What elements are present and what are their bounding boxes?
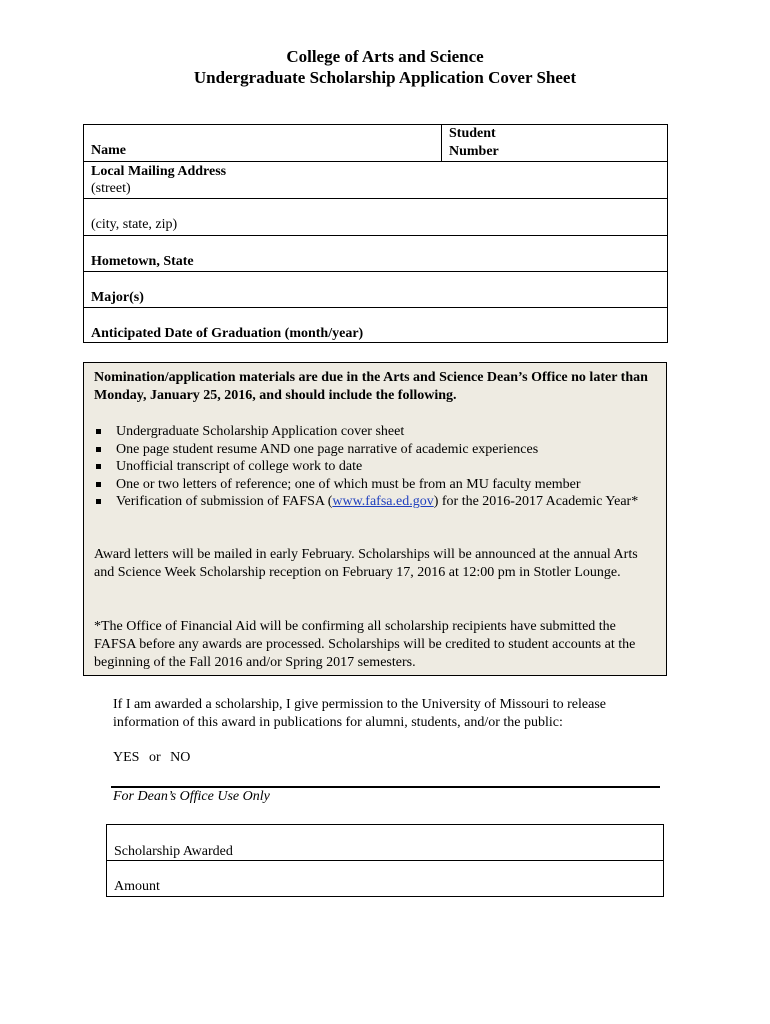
- city-label: (city, state, zip): [91, 217, 178, 232]
- graduation-label: Anticipated Date of Graduation (month/year): [91, 326, 364, 341]
- yes-no-choice: [113, 749, 190, 767]
- fafsa-link[interactable]: www.fafsa.ed.gov: [332, 494, 434, 509]
- office-use-table: [106, 824, 664, 897]
- list-item: One or two letters of reference; one of which must be from an MU faculty member: [94, 476, 659, 494]
- street-label: (street): [91, 181, 131, 196]
- list-item: Unofficial transcript of college work to date: [94, 458, 659, 476]
- student-number-label-line1: Student: [449, 126, 496, 141]
- address-city-row[interactable]: [84, 198, 667, 235]
- award-paragraph: Award letters will be mailed in early February. Scholarships will be announced at the annual Arts and Science Week Scholarship reception on February 17, 2016 at 12:00 pm in Stotler Lounge.: [94, 547, 638, 580]
- name-label: Name: [91, 143, 126, 158]
- instructions-box: [83, 362, 667, 676]
- yes-option[interactable]: YES: [113, 750, 140, 765]
- hometown-label: Hometown, State: [91, 254, 194, 269]
- bullet-icon: [96, 464, 101, 469]
- graduation-date-row[interactable]: [84, 307, 667, 342]
- amount-label: Amount: [114, 879, 160, 894]
- amount-row[interactable]: [107, 861, 663, 896]
- list-item: One page student resume AND one page narrative of academic experiences: [94, 441, 659, 459]
- fafsa-note: *The Office of Financial Aid will be confirming all scholarship recipients have submitted the FAFSA before any awards are processed. Scholarships will be credited to student accounts at the beginning of the Fall 2016 and/or Spring 2017 semesters.: [94, 619, 636, 670]
- bullet-icon: [96, 447, 101, 452]
- list-item: Verification of submission of FAFSA (www.fafsa.ed.gov) for the 2016-2017 Academic Year*: [94, 493, 659, 511]
- requirements-list: [94, 423, 659, 511]
- page-subtitle: Undergraduate Scholarship Application Cover Sheet: [193, 68, 577, 87]
- bullet-icon: [96, 499, 101, 504]
- name-row[interactable]: [84, 125, 667, 161]
- instructions-heading: Nomination/application materials are due in the Arts and Science Dean’s Office no later than Monday, January 25, 2016, and should include the following.: [94, 370, 648, 403]
- address-street-row[interactable]: [84, 161, 667, 198]
- hometown-row[interactable]: [84, 235, 667, 271]
- permission-text: If I am awarded a scholarship, I give permission to the University of Missouri to release information of this award in publications for alumni, students, and/or the public:: [113, 697, 606, 730]
- scholarship-awarded-label: Scholarship Awarded: [114, 844, 233, 859]
- list-item: Undergraduate Scholarship Application cover sheet: [94, 423, 659, 441]
- office-use-label: For Dean’s Office Use Only: [113, 789, 270, 804]
- page-title: College of Arts and Science: [286, 47, 484, 66]
- address-label: Local Mailing Address: [91, 164, 227, 179]
- bullet-icon: [96, 429, 101, 434]
- student-number-label-line2: Number: [449, 144, 499, 159]
- scholarship-awarded-row[interactable]: [107, 825, 663, 861]
- no-option[interactable]: NO: [170, 750, 191, 765]
- student-number-cell[interactable]: [441, 125, 667, 161]
- applicant-info-table: [83, 124, 668, 343]
- major-label: Major(s): [91, 290, 144, 305]
- bullet-icon: [96, 482, 101, 487]
- or-label: or: [148, 750, 161, 765]
- major-row[interactable]: [84, 271, 667, 307]
